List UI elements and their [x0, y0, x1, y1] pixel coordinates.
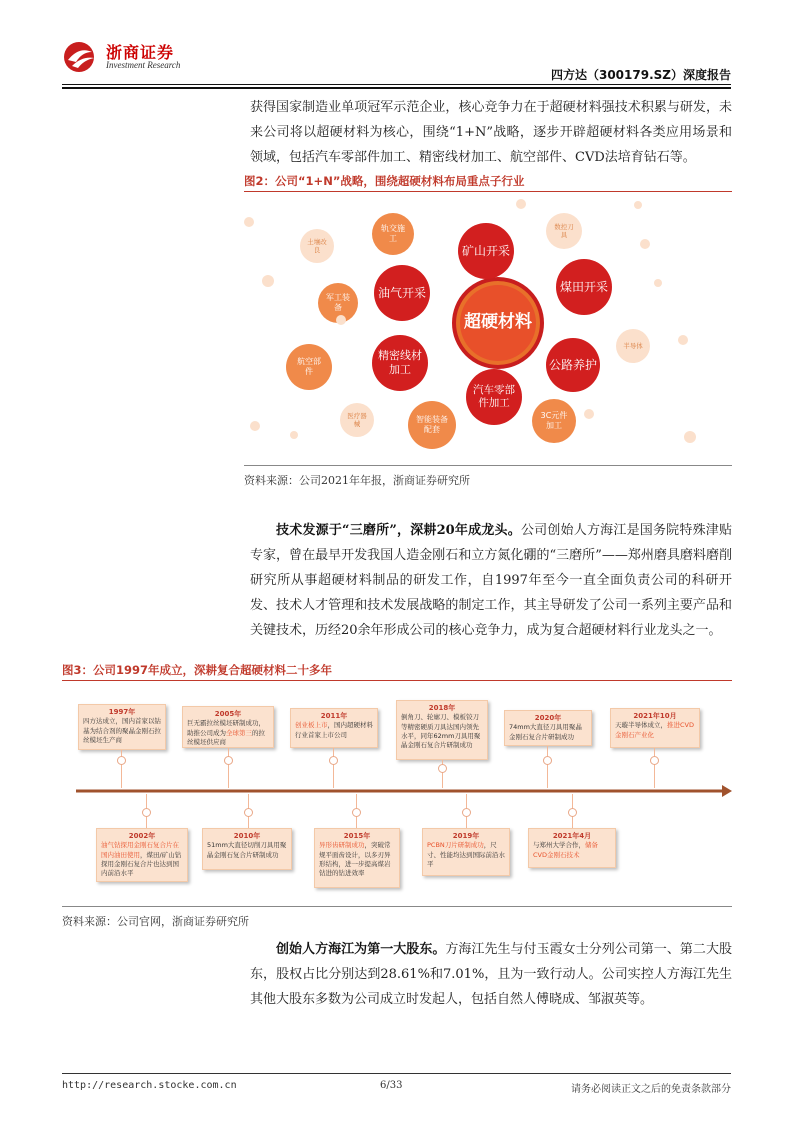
timeline-event-2019: 2019年 PCBN刀片研制成功，尺寸、性能均达到国际前沿水平	[422, 828, 510, 876]
header-divider	[62, 84, 731, 85]
history-body: 公司创始人方海江是国务院特殊津贴专家，曾在最早开发我国人造金刚石和立方氮化硼的“三磨所”——郑州磨具磨料磨削研究所从事超硬材料制品的研发工作，自1997年至今一直全面负责公司的科研开发、技术人才管理和技术发展战略的制定工作，其主导研发了公司一系列主要产品和关键技术，历经20余年形成公司的核心竞争力，成为复合超硬材料行业龙头之一。	[250, 523, 732, 638]
figure-3-source: 资料来源：公司官网，浙商证券研究所	[62, 915, 249, 928]
bubble-road: 公路养护	[546, 338, 600, 392]
timeline-node	[650, 756, 659, 765]
history-paragraph	[250, 518, 732, 643]
timeline-event-2011: 2011年 创业板上市，国内超硬材料行业首家上市公司	[290, 708, 378, 748]
figure-2-source: 资料来源：公司2021年年报，浙商证券研究所	[244, 474, 470, 487]
decor-dot	[654, 279, 662, 287]
bubble-soil: 土壤改良	[300, 229, 334, 263]
intro-paragraph: 获得国家制造业单项冠军示范企业，核心竞争力在于超硬材料强技术积累与研发，未来公司将以超硬材料为核心，围绕“1+N”战略，逐步开辟超硬材料各类应用场景和领域，包括汽车零部件加工、精密线材加工、航空部件、CVD法培育钻石等。	[250, 100, 732, 165]
timeline-event-2015: 2015年 异形齿研制成功，突破常规平面齿设计，以多刃异形结构，进一步提高煤岩钻进的钻进效率	[314, 828, 400, 888]
shareholder-lead: 创始人方海江为第一大股东。	[276, 942, 446, 957]
timeline-node	[117, 756, 126, 765]
decor-dot	[516, 199, 526, 209]
decor-dot	[678, 335, 688, 345]
timeline-event-2002: 2002年 油气钻探用金刚石复合片在国内油田使用，煤田/矿山钻探用金刚石复合片也达到国内前沿水平	[96, 828, 188, 882]
logo-icon	[62, 40, 100, 74]
timeline-stem	[228, 748, 229, 788]
decor-dot	[244, 217, 254, 227]
decor-dot	[584, 409, 594, 419]
report-title: 四方达（300179.SZ）深度报告	[550, 68, 731, 82]
timeline-node	[568, 808, 577, 817]
bubble-mining: 矿山开采	[458, 223, 514, 279]
timeline-node	[142, 808, 151, 817]
bubble-smart-equipment: 智能装备配套	[408, 401, 456, 449]
strategy-bubble-diagram	[244, 195, 732, 463]
figure-2-bottom-rule	[244, 465, 732, 466]
bubble-medical: 医疗器械	[340, 403, 374, 437]
timeline-node	[543, 756, 552, 765]
shareholder-paragraph	[250, 937, 732, 1012]
brand-subtitle: Investment Research	[106, 60, 181, 70]
decor-dot	[250, 421, 260, 431]
timeline-node	[244, 808, 253, 817]
footer-divider	[62, 1073, 731, 1074]
timeline-event-2005: 2005年 巨无霸拉丝模坯研制成功，助推公司成为全球第三的拉丝模坯供应商	[182, 706, 274, 748]
timeline-node	[438, 764, 447, 773]
timeline-node	[352, 808, 361, 817]
page-number: 6/33	[380, 1080, 403, 1091]
bubble-wire: 精密线材加工	[372, 335, 428, 391]
figure-2-caption-rule	[244, 191, 732, 192]
figure-2-caption: 图2：公司“1+N”战略，围绕超硬材料布局重点子行业	[244, 174, 525, 188]
bubble-3c: 3C元件加工	[532, 399, 576, 443]
figure-3-bottom-rule	[62, 906, 732, 907]
bubble-oil-gas: 油气开采	[374, 265, 430, 321]
shareholder-body: 方海江先生与付玉霞女士分列公司第一、第二大股东，股权占比分别达到28.61%和7.01%，且为一致行动人。公司实控人方海江先生其他大股东多数为公司成立时发起人，包括自然人傅晓成、邹淑英等。	[250, 942, 732, 1007]
timeline-event-2021-10: 2021年10月 天璇半导体成立，推进CVD金刚石产业化	[610, 708, 700, 748]
decor-dot	[634, 201, 642, 209]
history-lead: 技术发源于“三磨所”，深耕20年成龙头。	[276, 523, 521, 538]
timeline-axis	[62, 784, 732, 798]
timeline-event-2010: 2010年 51mm大直径切削刀具用聚晶金刚石复合片研制成功	[202, 828, 292, 870]
bubble-semiconductor: 半导体	[616, 329, 650, 363]
decor-dot	[640, 239, 650, 249]
decor-dot	[684, 431, 696, 443]
decor-dot	[336, 315, 346, 325]
timeline-event-1997: 1997年 四方达成立，国内首家以钴基为结合剂的聚晶金刚石拉丝模坯生产商	[78, 704, 166, 750]
footer-url[interactable]: http://research.stocke.com.cn	[62, 1080, 237, 1091]
bubble-auto-parts: 汽车零部件加工	[466, 369, 522, 425]
timeline-stem	[547, 746, 548, 788]
header-divider-thick	[62, 87, 731, 89]
timeline-stem	[333, 748, 334, 788]
timeline-event-2021-4: 2021年4月 与郑州大学合作，储备CVD金刚石技术	[528, 828, 616, 868]
bubble-coal: 煤田开采	[556, 259, 612, 315]
timeline-node	[224, 756, 233, 765]
timeline-event-2020: 2020年 74mm大直径刀具用聚晶金刚石复合片研制成功	[504, 710, 592, 746]
bubble-military: 军工装备	[318, 283, 358, 323]
figure-3-caption: 图3：公司1997年成立，深耕复合超硬材料二十多年	[62, 663, 333, 677]
company-timeline	[62, 684, 732, 902]
timeline-node	[462, 808, 471, 817]
footer-disclaimer: 请务必阅读正文之后的免责条款部分	[571, 1084, 731, 1095]
decor-dot	[262, 275, 274, 287]
brand-name: 浙商证券	[106, 43, 175, 62]
timeline-event-2018: 2018年 倒角刀、轮廓刀、模板铰刀等精密硬质刀具达国内领先水平，同年62mm刀具用聚晶金刚石复合片研制成功	[396, 700, 488, 760]
figure-3-caption-rule	[62, 680, 732, 681]
core-bubble: 超硬材料	[452, 277, 544, 369]
bubble-rail: 轨交施工	[372, 213, 414, 255]
decor-dot	[290, 431, 298, 439]
timeline-stem	[654, 748, 655, 788]
bubble-aviation: 航空部件	[286, 344, 332, 390]
timeline-node	[329, 756, 338, 765]
bubble-cnc: 数控刀具	[546, 213, 582, 249]
